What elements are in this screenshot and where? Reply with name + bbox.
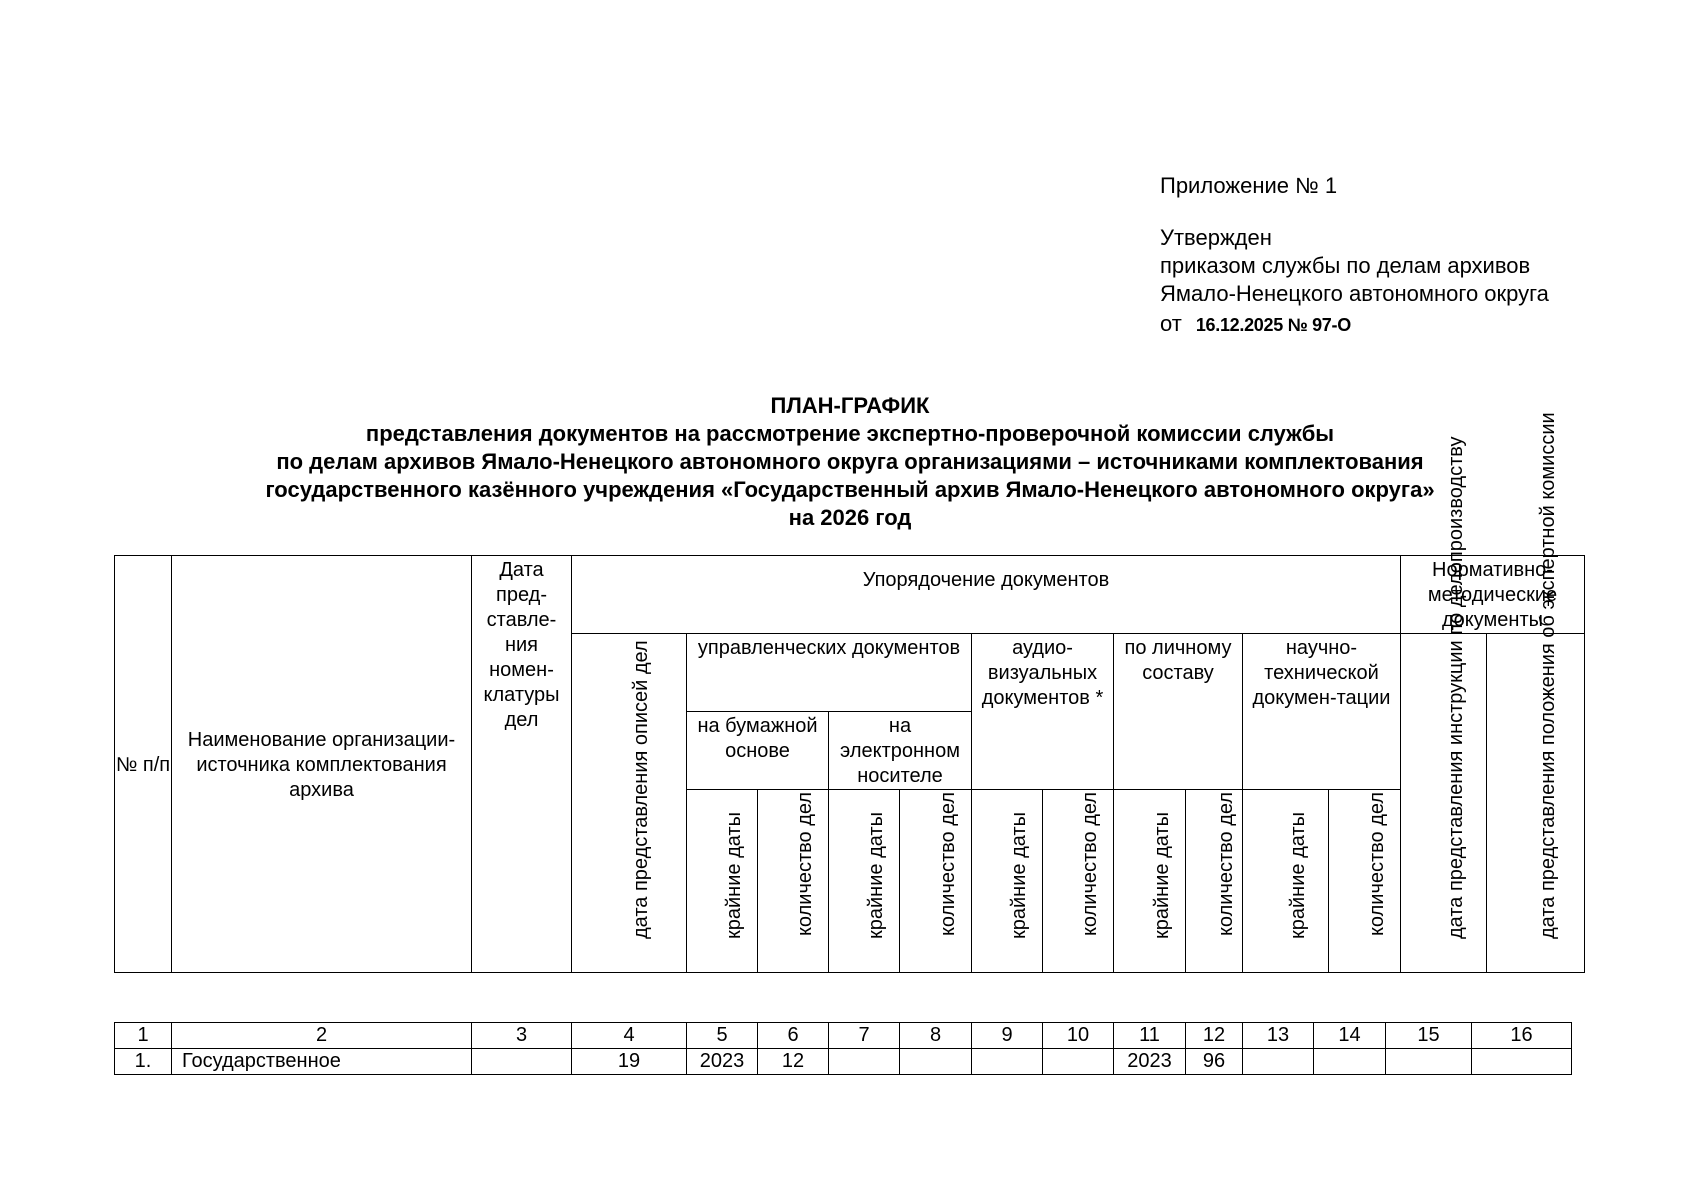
column-number: 9 xyxy=(972,1023,1043,1049)
header-count-files: количество дел xyxy=(1043,790,1114,973)
order-date-number: 16.12.2025 № 97-О xyxy=(1195,315,1351,335)
document-title xyxy=(100,392,1600,532)
table-cell xyxy=(1243,1049,1314,1075)
header-date-range: крайние даты xyxy=(1114,790,1186,973)
column-number: 15 xyxy=(1386,1023,1472,1049)
header-instruction-date: дата представления инструкции по делопроизводству xyxy=(1401,634,1487,973)
column-number: 11 xyxy=(1114,1023,1186,1049)
header-scientific: научно-технической докумен-тации xyxy=(1243,634,1401,790)
header-count-files: количество дел xyxy=(900,790,972,973)
table-cell xyxy=(900,1049,972,1075)
header-paper: на бумажной основе xyxy=(687,712,829,790)
header-inventory-date: дата представления описей дел xyxy=(572,634,687,973)
header-date-range: крайние даты xyxy=(829,790,900,973)
header-electronic: на электронном носителе xyxy=(829,712,972,790)
table-cell: 19 xyxy=(572,1049,687,1075)
header-count-files: количество дел xyxy=(758,790,829,973)
header-regulation-date: дата представления положения об экспертной комиссии xyxy=(1487,634,1585,973)
column-number: 4 xyxy=(572,1023,687,1049)
table-row xyxy=(115,1049,1572,1075)
header-num: № п/п xyxy=(115,556,172,973)
title-line-4: государственного казённого учреждения «Государственный архив Ямало-Ненецкого автономного округа» xyxy=(265,477,1435,502)
table-cell xyxy=(1472,1049,1572,1075)
column-number: 12 xyxy=(1186,1023,1243,1049)
header-personnel: по личному составу xyxy=(1114,634,1243,790)
header-date-range: крайние даты xyxy=(687,790,758,973)
table-cell: 2023 xyxy=(1114,1049,1186,1075)
table-cell: 96 xyxy=(1186,1049,1243,1075)
header-managerial: управленческих документов xyxy=(687,634,972,712)
header-org-name: Наименование организации-источника комплектования архива xyxy=(172,556,472,973)
column-number: 2 xyxy=(172,1023,472,1049)
table-cell xyxy=(829,1049,900,1075)
column-number: 10 xyxy=(1043,1023,1114,1049)
header-date-range: крайние даты xyxy=(972,790,1043,973)
org-name-cell: Государственное xyxy=(172,1049,472,1075)
table-cell: 12 xyxy=(758,1049,829,1075)
order-date-line xyxy=(1160,310,1549,339)
title-line-1: ПЛАН-ГРАФИК xyxy=(770,393,930,418)
table-cell xyxy=(1386,1049,1472,1075)
table-cell xyxy=(472,1049,572,1075)
header-count-files: количество дел xyxy=(1329,790,1401,973)
data-table xyxy=(114,1022,1572,1075)
region-line: Ямало-Ненецкого автономного округа xyxy=(1160,281,1549,306)
column-number: 1 xyxy=(115,1023,172,1049)
row-number-cell: 1. xyxy=(115,1049,172,1075)
table-cell xyxy=(1043,1049,1114,1075)
appendix-label: Приложение № 1 xyxy=(1160,173,1338,198)
column-number: 8 xyxy=(900,1023,972,1049)
column-number: 7 xyxy=(829,1023,900,1049)
title-line-5: на 2026 год xyxy=(788,505,912,530)
approval-block xyxy=(1160,172,1549,339)
header-ordering: Упорядочение документов xyxy=(572,556,1401,634)
column-number: 16 xyxy=(1472,1023,1572,1049)
column-number: 3 xyxy=(472,1023,572,1049)
date-prefix: от xyxy=(1160,311,1182,336)
header-count-files: количество дел xyxy=(1186,790,1243,973)
column-number-row xyxy=(115,1023,1572,1049)
header-date-range: крайние даты xyxy=(1243,790,1329,973)
header-nomenclature-date: Дата пред-ставле-ния номен-клатуры дел xyxy=(472,556,572,973)
title-line-3: по делам архивов Ямало-Ненецкого автономного округа организациями – источниками комплектования xyxy=(276,449,1424,474)
column-number: 5 xyxy=(687,1023,758,1049)
column-number: 13 xyxy=(1243,1023,1314,1049)
approved-label: Утвержден xyxy=(1160,225,1272,250)
column-number: 6 xyxy=(758,1023,829,1049)
table-cell xyxy=(972,1049,1043,1075)
table-cell: 2023 xyxy=(687,1049,758,1075)
column-number: 14 xyxy=(1314,1023,1386,1049)
table-cell xyxy=(1314,1049,1386,1075)
header-audiovisual: аудио-визуальных документов * xyxy=(972,634,1114,790)
order-line: приказом службы по делам архивов xyxy=(1160,253,1531,278)
header-normative: Нормативно-методические документы xyxy=(1401,556,1585,634)
title-line-2: представления документов на рассмотрение экспертно-проверочной комиссии службы xyxy=(365,421,1335,446)
